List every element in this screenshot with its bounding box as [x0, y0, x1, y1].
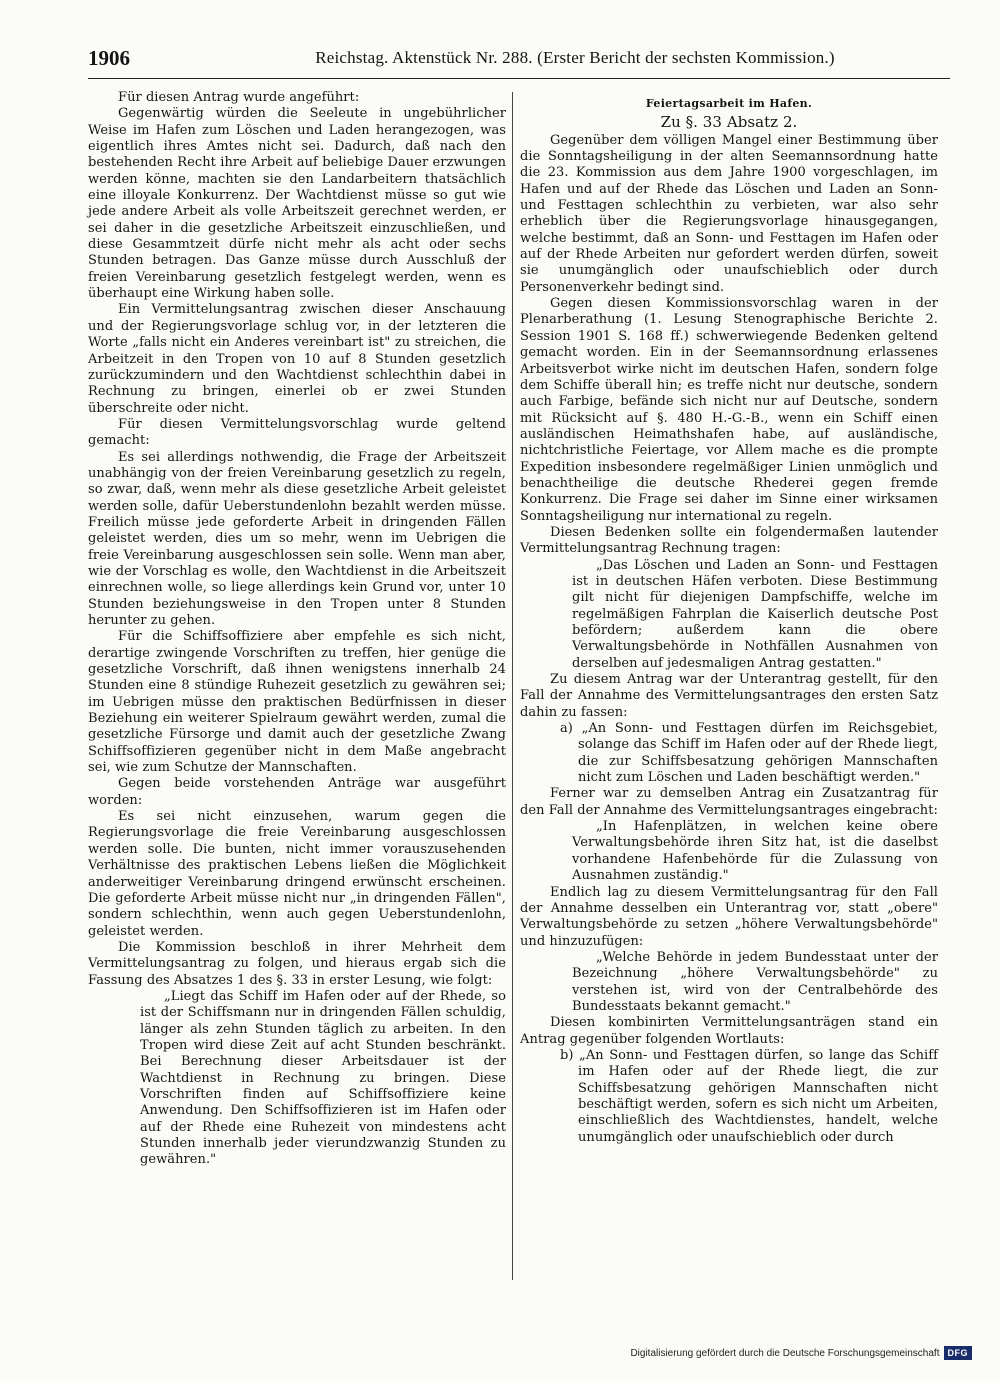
left-column: [88, 90, 506, 1169]
paragraph: Für diesen Vermittelungsvorschlag wurde geltend gemacht:: [88, 416, 506, 449]
dfg-logo: DFG: [944, 1346, 973, 1360]
paragraph: Gegenwärtig würden die Seeleute in ungebührlicher Weise im Hafen zum Löschen und Laden herangezogen, was eigentlich ihres Amtes nicht sei. Dadurch, daß nach den bestehenden Recht ihre Arbeit auf beliebige Dauer erzwungen werden könne, machten sie den Landarbeitern thatsächlich eine illoyale Konkurrenz. Der Wachtdienst müsse so gut wie jede andere Arbeit als volle Arbeitszeit gerechnet werden, er sei daher in die gesetzliche Arbeitszeit einzuschließen, und diese Gesammtzeit dürfe nicht mehr als acht oder sechs Stunden betragen. Das Ganze müsse durch Ausschluß der freien Vereinbarung gesetzlich festgelegt werden, wenn es überhaupt eine Wirkung haben solle.: [88, 106, 506, 302]
column-divider: [512, 92, 513, 1280]
paragraph: Zu diesem Antrag war der Unterantrag gestellt, für den Fall der Annahme des Vermittelungsantrages den ersten Satz dahin zu fassen:: [520, 672, 938, 720]
paragraph: Gegen beide vorstehenden Anträge war ausgeführt worden:: [88, 776, 506, 808]
paragraph: Für diesen Antrag wurde angeführt:: [118, 90, 360, 105]
paragraph: Ferner war zu demselben Antrag ein Zusatzantrag für den Fall der Annahme des Vermittelungsantrages eingebracht:: [520, 786, 938, 818]
quoted-provision: „Welche Behörde in jedem Bundesstaat unter der Bezeichnung „höhere Verwaltungsbehörde" zu verstehen ist, wird von der Centralbehörde des Bundesstaats bekannt gemacht.": [572, 949, 938, 1014]
funding-notice: Digitalisierung gefördert durch die Deutsche Forschungsgemeinschaft: [630, 1347, 940, 1359]
section-reference: Zu §. 33 Absatz 2.: [660, 113, 798, 132]
quoted-provision-a: a) „An Sonn- und Festtagen dürfen im Reichsgebiet, solange das Schiff im Hafen oder auf der Rhede liegt, die zur Schiffsbesatzung gehörigen Mannschaften nicht zum Löschen und Laden beschäftigt werden.": [560, 721, 938, 786]
paragraph: Diesen Bedenken sollte ein folgendermaßen lautender Vermittelungsantrag Rechnung tragen:: [520, 524, 938, 557]
running-title: Reichstag. Aktenstück Nr. 288. (Erster Bericht der sechsten Kommission.): [315, 48, 835, 67]
page-header: [88, 42, 950, 79]
section-title: Feiertagsarbeit im Hafen.: [645, 97, 813, 110]
page-number: 1906: [88, 46, 130, 70]
paragraph: Ein Vermittelungsantrag zwischen dieser Anschauung und der Regierungsvorlage schlug vor, in der letzteren die Worte „falls nicht ein Anderes vereinbart ist" zu streichen, die Arbeitzeit in den Tropen von 10 auf 8 Stunden gesetzlich zurückzumindern und den Wachtdienst schlechthin dabei in Rechnung zu bringen, einerlei ob er zwei Stunden überschreite oder nicht.: [88, 302, 506, 416]
right-column: [520, 90, 938, 1146]
quoted-provision: „Liegt das Schiff im Hafen oder auf der Rhede, so ist der Schiffsmann nur in dringenden Fällen schuldig, länger als zehn Stunden täglich zu arbeiten. In den Tropen wird diese Zeit auf acht Stunden beschränkt. Bei Berechnung dieser Arbeitsdauer ist der Wachtdienst in Rechnung zu bringen. Diese Vorschriften finden auf Schiffsoffiziere keine Anwendung. Den Schiffsoffizieren ist im Hafen oder auf der Rhede eine Ruhezeit von mindestens acht Stunden innerhalb jeder vierundzwanzig Stunden zu gewähren.": [140, 988, 506, 1168]
funding-footer: [630, 1346, 972, 1360]
paragraph: Gegenüber dem völligen Mangel einer Bestimmung über die Sonntagsheiligung in der alten Seemannsordnung hatte die 23. Kommission aus dem Jahre 1900 vorgeschlagen, im Hafen und auf der Rhede das Löschen und Laden an Sonn- und Festtagen schlechthin zu verbieten, war also sehr erheblich über die Regierungsvorlage hinausgegangen, welche bestimmt, daß an Sonn- und Festtagen im Hafen oder auf der Rhede Arbeiten nur gefordert werden dürfen, soweit sie unumgänglich oder unaufschieblich oder durch Personenverkehr bedingt sind.: [520, 132, 938, 295]
quoted-provision-b: b) „An Sonn- und Festtagen dürfen, so lange das Schiff im Hafen oder auf der Rhede liegt, die zur Schiffsbesatzung gehörigen Mannschaften nicht beschäftigt werden, sofern es sich nicht um Arbeiten, einschließlich des Wachtdienstes, handelt, welche unumgänglich oder unaufschieblich oder durch: [560, 1047, 938, 1145]
quoted-provision: „Das Löschen und Laden an Sonn- und Festtagen ist in deutschen Häfen verboten. Diese Bestimmung gilt nicht für diejenigen Dampfschiffe, welche im regelmäßigen Fahrplan die Kaiserlich deutsche Post befördern; außerdem kann die obere Verwaltungsbehörde in Nothfällen Ausnahmen von derselben auf jedesmaligen Antrag gestatten.": [572, 557, 938, 671]
paragraph: Endlich lag zu diesem Vermittelungsantrag für den Fall der Annahme desselben ein Unterantrag vor, statt „obere" Verwaltungsbehörde zu setzen „höhere Verwaltungsbehörde" und hinzuzufügen:: [520, 884, 938, 949]
paragraph: Es sei nicht einzusehen, warum gegen die Regierungsvorlage die freie Vereinbarung ausgeschlossen werden solle. Die bunten, nicht immer vorauszusehenden Verhältnisse des praktischen Lebens ließen die Möglichkeit anderweitiger Vereinbarung dringend erwünscht erscheinen. Die geforderte Arbeit müsse nicht nur „in dringenden Fällen", sondern schlechthin, wenn auch gegen Ueberstundenlohn, geleistet werden.: [88, 809, 506, 939]
quoted-provision: „In Hafenplätzen, in welchen keine obere Verwaltungsbehörde ihren Sitz hat, ist die daselbst vorhandene Hafenbehörde für die Zulassung von Ausnahmen zuständig.": [572, 819, 938, 884]
paragraph: Es sei allerdings nothwendig, die Frage der Arbeitszeit unabhängig von der freien Vereinbarung gesetzlich zu regeln, so zwar, daß, wenn mehr als diese gesetzliche Arbeit geleistet werden solle, dafür Ueberstundenlohn bezahlt werden müsse. Freilich müsse jede geforderte Arbeit in dringenden Fällen geleistet werden, dies um so mehr, wenn im Uebrigen die freie Vereinbarung ausgeschlossen sein solle. Wenn man aber, wie der Vorschlag es wolle, den Wachtdienst in die Arbeitszeit einrechnen wolle, so liege allerdings kein Grund vor, unter 10 Stunden beziehungsweise in den Tropen unter 8 Stunden herunter zu gehen.: [88, 449, 506, 628]
paragraph: Gegen diesen Kommissionsvorschlag waren in der Plenarberathung (1. Lesung Stenographische Berichte 2. Session 1901 S. 168 ff.) schwerwiegende Bedenken geltend gemacht worden. Ein in der Seemannsordnung erlassenes Arbeitsverbot wirke nicht im deutschen Hafen, sondern folge dem Schiffe überall hin; es treffe nicht nur deutsche, sondern auch Farbige, befände sich nicht nur auf Deutsche, sondern mit Rücksicht auf §. 480 H.-G.-B., wenn ein Schiff einen ausländischen Heimathshafen habe, auf ausländische, nichtchristliche Feiertage, vor Allem mache es die prompte Expedition insbesondere regelmäßiger Linien unmöglich und benachtheilige die deutsche Rhederei gegen fremde Konkurrenz. Die Frage sei daher im Sinne einer wirksamen Sonntagsheiligung nur international zu regeln.: [520, 296, 938, 524]
paragraph: Für die Schiffsoffiziere aber empfehle es sich nicht, derartige zwingende Vorschriften zu treffen, hier genüge die gesetzliche Vorschrift, daß ihnen wenigstens innerhalb 24 Stunden eine 8 stündige Ruhezeit gesetzlich zu gewähren sei; im Uebrigen müsse den praktischen Bedürfnissen in dieser Beziehung ein weiterer Spielraum gewährt werden, zumal die gesetzliche Fürsorge und damit auch der gesetzliche Zwang Schiffsoffizieren gegenüber nicht in dem Maße angebracht sei, wie zum Schutze der Mannschaften.: [88, 629, 506, 776]
paragraph: Die Kommission beschloß in ihrer Mehrheit dem Vermittelungsantrag zu folgen, und hieraus ergab sich die Fassung des Absatzes 1 des §. 33 in erster Lesung, wie folgt:: [88, 939, 506, 988]
paragraph: Diesen kombinirten Vermittelungsanträgen stand ein Antrag gegenüber folgenden Wortlauts:: [520, 1015, 938, 1047]
